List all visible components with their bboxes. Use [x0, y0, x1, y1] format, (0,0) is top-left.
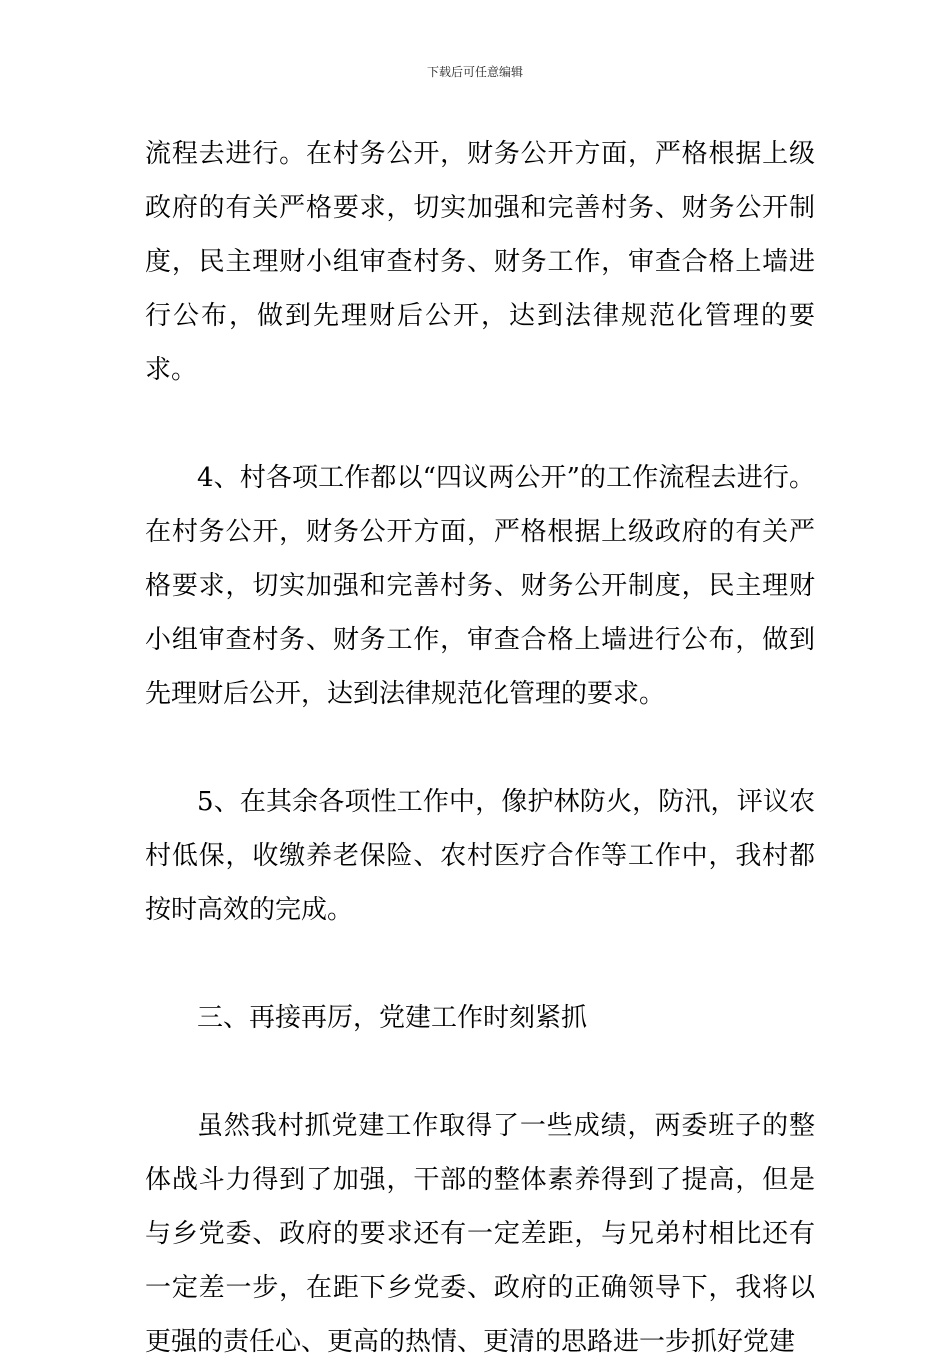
paragraph-summary: 虽然我村抓党建工作取得了一些成绩，两委班子的整体战斗力得到了加强，干部的整体素养得到了提高，但是与乡党委、政府的要求还有一定差距，与兄弟村相比还有一定差一步，在距下乡党委、政府的正确领导下，我将以更强的责任心、更高的热情、更清的思路进一步抓好党建	[145, 1111, 815, 1357]
paragraph-spacer	[145, 1045, 815, 1099]
header-note: 下载后可任意编辑	[426, 65, 523, 79]
document-body	[145, 127, 815, 1369]
paragraph-spacer	[145, 937, 815, 991]
paragraph-continuation: 流程去进行。在村务公开，财务公开方面，严格根据上级政府的有关严格要求，切实加强和完善村务、财务公开制度，民主理财小组审查村务、财务工作，审查合格上墙进行公布，做到先理财后公开，达到法律规范化管理的要求。	[145, 139, 815, 385]
paragraph-item-5: 5、在其余各项性工作中，像护林防火，防汛，评议农村低保，收缴养老保险、农村医疗合作等工作中，我村都按时高效的完成。	[145, 787, 815, 925]
paragraph-item-4: 4、村各项工作都以“四议两公开”的工作流程去进行。在村务公开，财务公开方面，严格根据上级政府的有关严格要求，切实加强和完善村务、财务公开制度，民主理财小组审查村务、财务工作，审查合格上墙进行公布，做到先理财后公开，达到法律规范化管理的要求。	[145, 463, 815, 709]
paragraph-spacer	[145, 397, 815, 451]
section-heading-3: 三、再接再厉，党建工作时刻紧抓	[197, 1003, 588, 1033]
paragraph-spacer	[145, 721, 815, 775]
